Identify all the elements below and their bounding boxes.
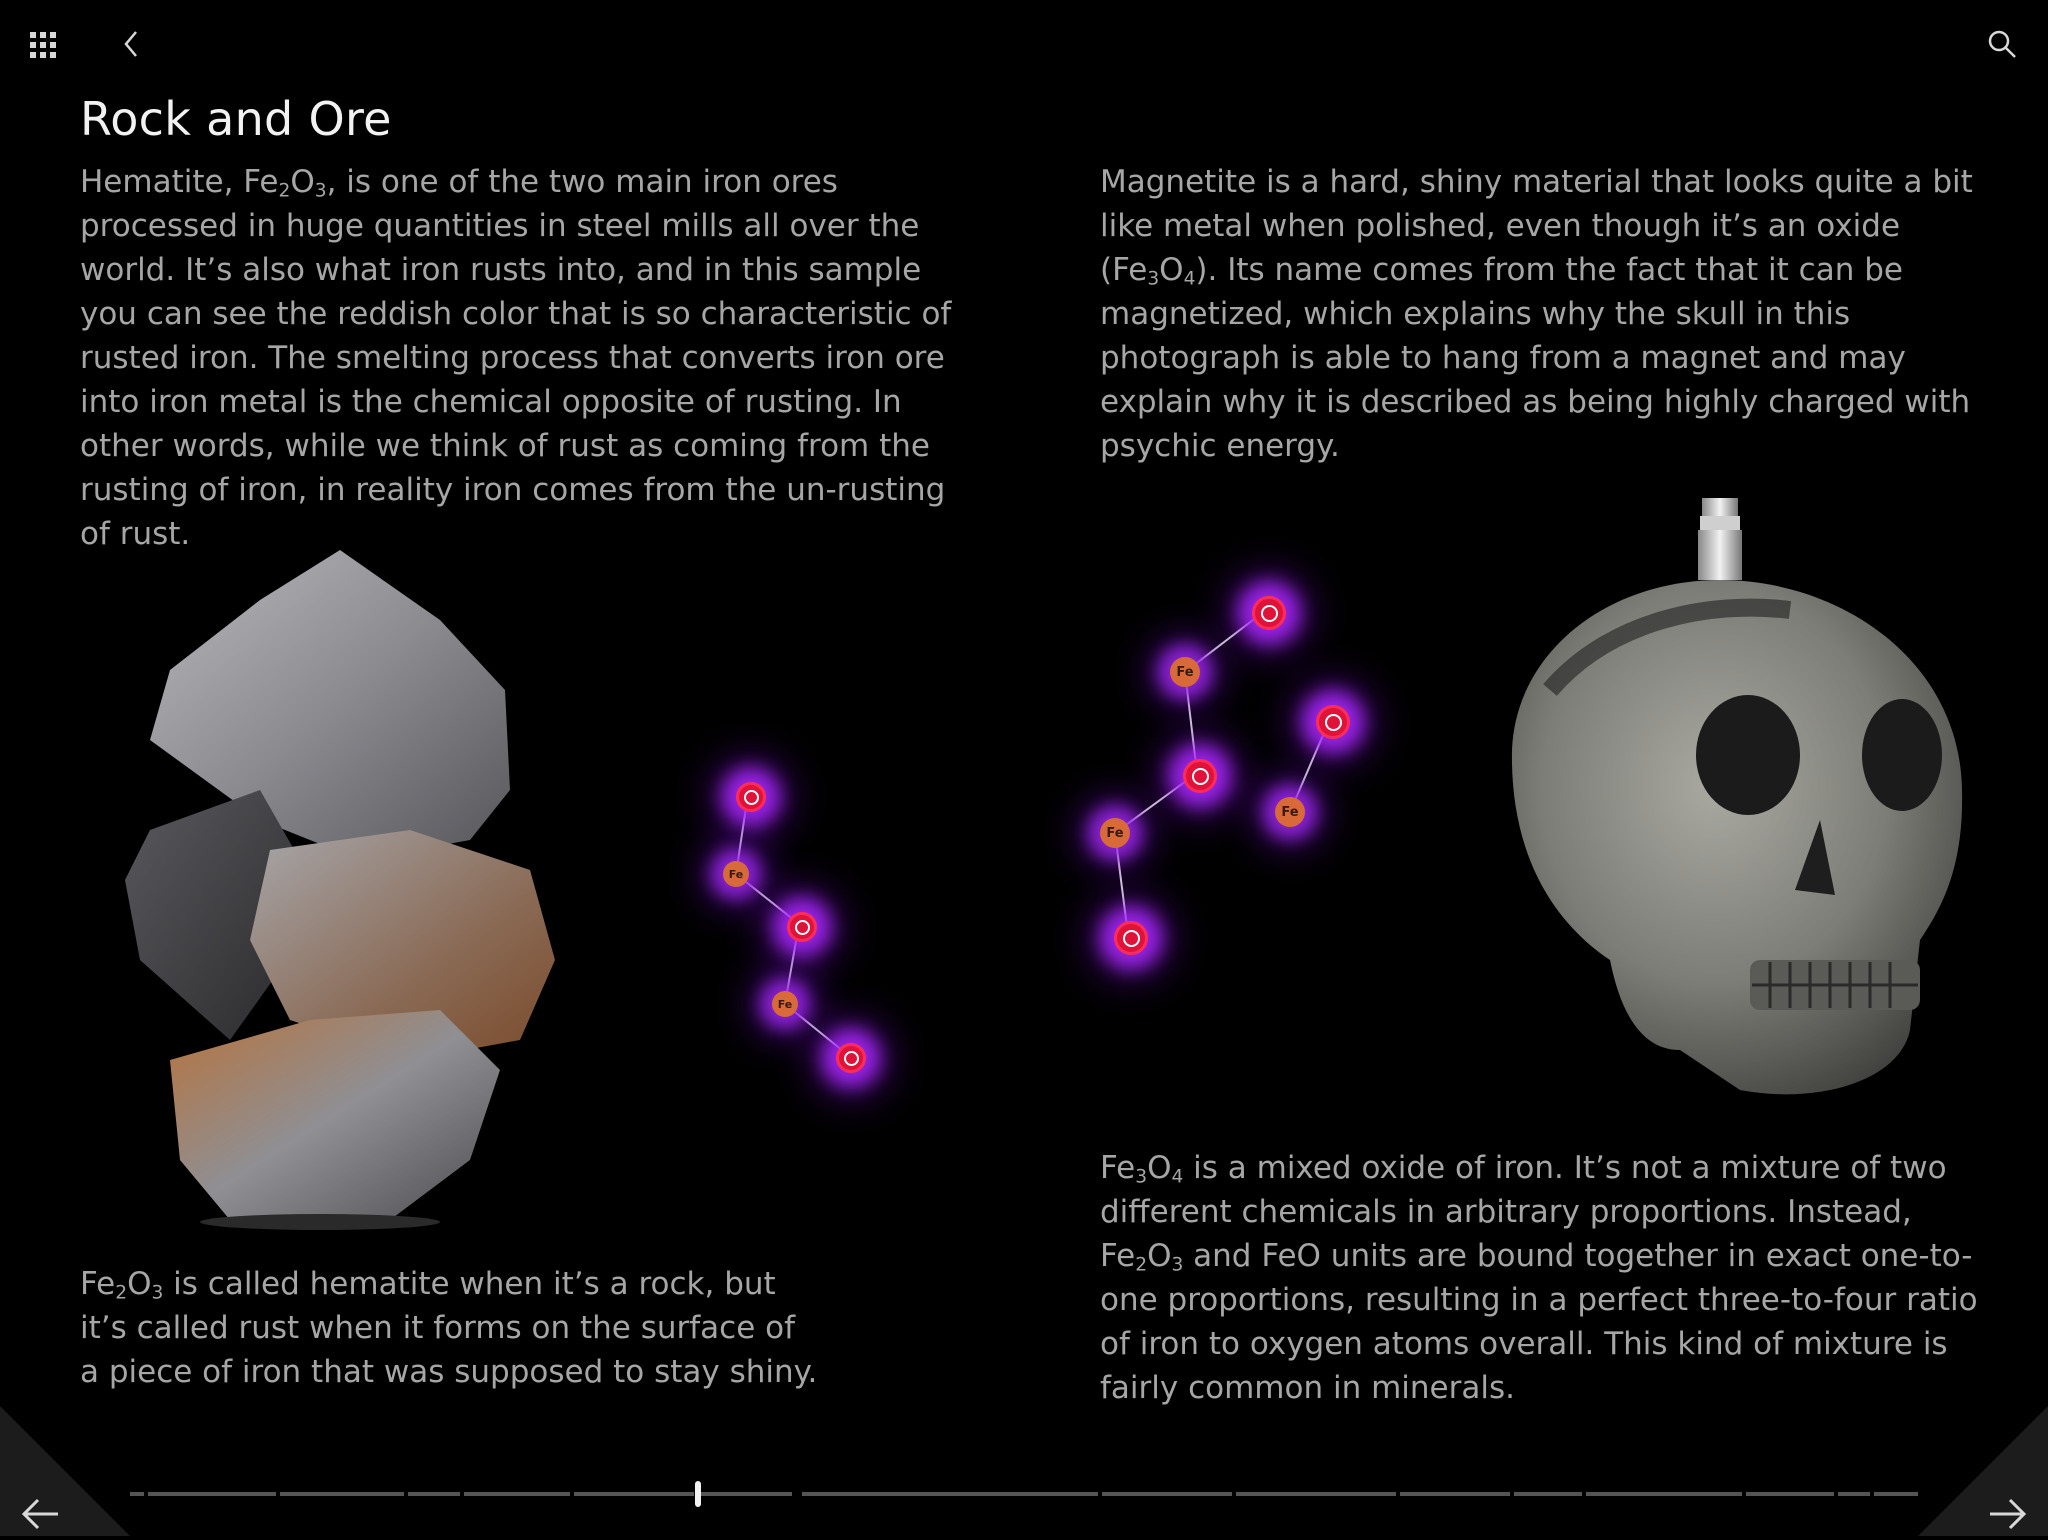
iron-atom: Fe: [1275, 797, 1305, 827]
iron-atom: Fe: [1100, 818, 1130, 848]
magnetite-intro-paragraph: Magnetite is a hard, shiny material that looks quite a bit like metal when polished, even though it’s an oxide $(Fe_3O_4)$. Its name comes from the fact that it can be magnetized, which explains why the skull in this photograph is able to hang from a magnet and may explain why it is described as being highly charged with psychic energy.: [1100, 164, 1973, 464]
grid-menu-icon[interactable]: [26, 26, 62, 62]
page-scrubber[interactable]: [130, 1480, 1918, 1508]
page-title: Rock and Ore: [80, 92, 392, 146]
hematite-caption: $Fe_2O_3$ is called hematite when it’s a rock, but it’s called rust when it forms on the surface of a piece of iron that was supposed to stay shiny.: [80, 1266, 818, 1390]
hematite-intro-paragraph: Hematite, $Fe_2O_3$, is one of the two main iron ores processed in huge quantities in steel mills all over the world. It’s also what iron rusts into, and in this sample you can see the reddish color that is so characteristic of rusted iron. The smelting process that converts iron ore into iron metal is the chemical opposite of rusting. In other words, while we think of rust as coming from the rusting of iron, in reality iron comes from the un-rusting of rust.: [80, 164, 952, 552]
back-chevron-icon[interactable]: [114, 26, 150, 62]
hematite-rock-image: [110, 540, 570, 1230]
oxygen-atom: [1252, 596, 1286, 630]
scrubber-handle[interactable]: [695, 1481, 701, 1507]
iron-atom: Fe: [772, 991, 798, 1017]
oxygen-atom: [1183, 759, 1217, 793]
magnetite-caption: $Fe_3O_4$ is a mixed oxide of iron. It’s not a mixture of two different chemicals in arbitrary proportions. Instead, $Fe_2O_3$ and FeO units are bound together in exact one-to-one proportions, resulting in a perfect three-to-four ratio of iron to oxygen atoms overall. This kind of mixture is fairly common in minerals.: [1100, 1150, 1978, 1406]
next-page-button[interactable]: [1918, 1406, 2048, 1536]
oxygen-atom: [1114, 921, 1148, 955]
iron-atom: Fe: [1170, 657, 1200, 687]
magnetite-skull-image: [1490, 490, 1970, 1120]
search-icon[interactable]: [1984, 26, 2020, 62]
oxygen-atom: [787, 912, 817, 942]
magnetite-molecule-diagram: [1090, 580, 1380, 960]
iron-atom: Fe: [723, 861, 749, 887]
oxygen-atom: [1316, 705, 1350, 739]
oxygen-atom: [736, 782, 766, 812]
hematite-molecule-diagram: [700, 770, 900, 1080]
previous-page-button[interactable]: [0, 1406, 130, 1536]
oxygen-atom: [836, 1043, 866, 1073]
